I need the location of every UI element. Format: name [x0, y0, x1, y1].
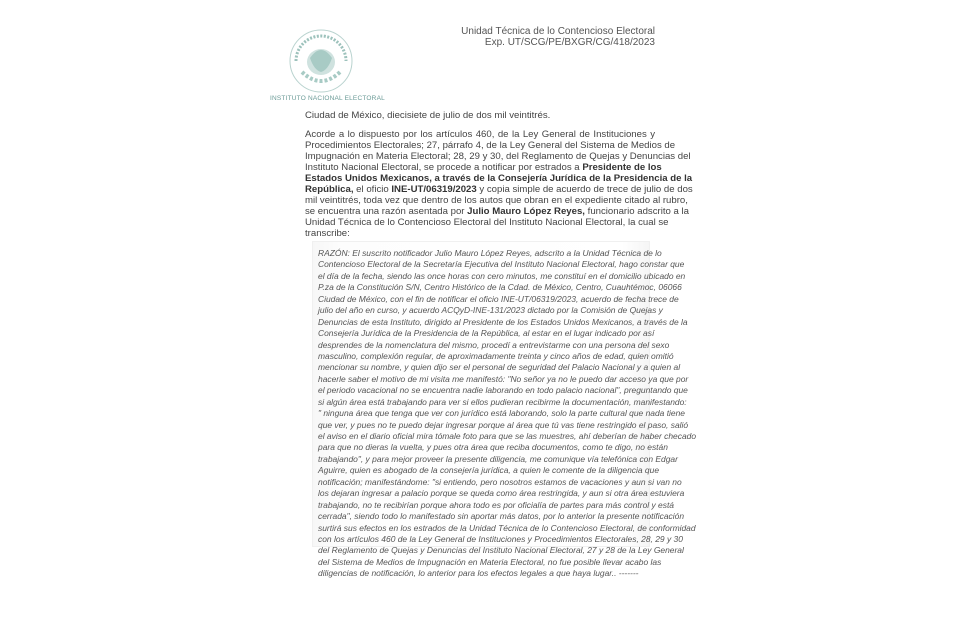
paragraph-line [305, 173, 693, 184]
paragraph-line [305, 151, 691, 162]
quote-line: del Reglamento de Quejas y Denuncias del Instituto Nacional Electoral, 27 y 28 de la Ley General [318, 545, 684, 556]
quote-line: diligencias de notificación, lo anterior para los efectos legales a que haya lugar.. ------- [318, 568, 639, 579]
quote-line: mencionar su nombre, y quien dijo ser el personal de seguridad del Palacio Nacional y a quien al [318, 362, 681, 373]
quote-line: " ninguna área que tenga que ver con jurídico está laborando, solo la parte cultural que nada tiene [318, 408, 686, 419]
case-number: Exp. UT/SCG/PE/BXGR/CG/418/2023 [484, 37, 655, 48]
quote-line: el aviso en el diario oficial mira tómale foto para que se las muestres, ahí deberían de haber checado [318, 431, 697, 441]
quote-line: los dejaran ingresar a palacio porque se queda como área restringida, y aun si otra área estuviera [318, 488, 685, 499]
quote-line: Contencioso Electoral de la Secretaría Ejecutiva del Instituto Nacional Electoral, hago constar que [318, 259, 685, 270]
quote-line: Denuncias de esta Instituto, dirigido al Presidente de los Estados Unidos Mexicanos, a través de la [318, 316, 688, 327]
date-line: Ciudad de México, diecisiete de julio de dos mil veintitrés. [305, 110, 551, 121]
quote-line: con los artículos 460 de la Ley General de Instituciones y Procedimientos Electorales, 28, 29 y 30 [318, 533, 683, 544]
bold-text: Estados Unidos Mexicanos, a través de la Consejería Jurídica de la Presidencia de la [305, 173, 693, 184]
quote-line: Consejería Jurídica de la Presidencia de la República, al estar en el lugar indicado por así [318, 328, 655, 339]
bold-text: República, [305, 184, 354, 195]
paragraph-line [305, 195, 688, 206]
bold-text: Presidente de los [582, 162, 662, 173]
quote-line: cerrada", siendo todo lo manifestado sin aportar más datos, por lo anterior la presente notificación [318, 511, 685, 522]
quote-line: del Sistema de Medios de Impugnación en Materia Electoral, no fue posible llevar acabo las [318, 556, 662, 567]
text-segment: transcribe: [305, 228, 350, 239]
quote-line: P.za de la Constitución S/N, Centro Histórico de la Cdad. de México, Centro, Cuauhtémoc, 06066 [318, 282, 682, 293]
document-header [461, 26, 655, 48]
text-segment: Acorde a lo dispuesto por los artículos 460, de la Ley General de Instituciones y [305, 129, 655, 140]
paragraph-line [305, 129, 655, 140]
institution-name: INSTITUTO NACIONAL ELECTORAL [270, 95, 385, 102]
quote-line: hacerle saber el motivo de mi visita me manifestó: "No señor ya no le puedo dar acceso ya que por [318, 373, 689, 384]
bold-text: Julio Mauro López Reyes, [467, 206, 585, 217]
quote-line: masculino, complexión regular, de aproximadamente treinta y cinco años de edad, quien omitió [318, 350, 674, 361]
text-segment: y copia simple de acuerdo de trece de julio de dos [476, 184, 693, 195]
text-segment: Procedimientos Electorales; 27, párrafo 4, de la Ley General del Sistema de Medios de [305, 140, 676, 151]
quote-line: Aguirre, quien es abogado de la consejería jurídica, a quien le comente de la diligencia que [318, 465, 660, 476]
national-seal-logo [288, 28, 354, 94]
quote-line: julio del año en curso, y acuerdo ACQyD-INE-131/2023 dictado por la Comisión de Quejas y [318, 305, 663, 316]
paragraph-line [305, 140, 676, 151]
quote-line: el día de la fecha, siendo las once horas con cero minutos, me constituí en el domicilio ubicado en [318, 270, 686, 281]
quote-line: trabajando, no te recibirían porque ahora todo es por oficialía de partes para más control y está [318, 499, 674, 510]
quoted-reason-text [318, 248, 697, 580]
paragraph-line [305, 162, 662, 173]
quote-line: notificación; manifestándome: "si entiendo, pero nosotros estamos de vacaciones y aun si van no [318, 476, 682, 487]
paragraph-line [305, 228, 655, 239]
paragraph-line [305, 206, 689, 217]
quote-line: surtirá sus efectos en los estrados de la Unidad Técnica de lo Contencioso Electoral, de conformidad [318, 522, 696, 533]
text-segment: el oficio [353, 184, 392, 195]
quote-line: si algún área está trabajando para ver si ellos pudieran recibirme la documentación, manifestando: [318, 396, 687, 407]
text-segment: funcionario adscrito a la [584, 206, 689, 217]
bold-text: INE-UT/06319/2023 [391, 184, 477, 195]
quote-line: para que no dieras la vuelta, y pues otra área que reciba documentos, como te digo, no están [318, 442, 668, 453]
quote-line: desprendes de la nomenclatura del mismo, procedí a entrevistarme con una persona del sexo [318, 339, 670, 350]
paragraph-line [305, 184, 693, 195]
quote-line: trabajando", y para mejor proveer la presente diligencia, me comunique vía telefónica con Edgar [318, 453, 678, 464]
text-segment: se encuentra una razón asentada por [305, 206, 468, 217]
text-segment: Impugnación en Materia Electoral; 28, 29 y 30, del Reglamento de Quejas y Denuncias del [305, 151, 691, 162]
text-segment: Instituto Nacional Electoral, se procede a notificar por estrados a [305, 162, 583, 173]
quote-line: RAZÓN: El suscrito notificador Julio Mauro López Reyes, adscrito a la Unidad Técnica de lo [318, 248, 662, 258]
text-segment: Unidad Técnica de lo Contencioso Electoral del Instituto Nacional Electoral, la cual se [305, 217, 669, 228]
paragraph-line [305, 217, 669, 228]
unit-name: Unidad Técnica de lo Contencioso Electoral [461, 26, 655, 37]
quote-line: Ciudad de México, con el fin de notificar el oficio INE-UT/06319/2023, acuerdo de fecha trece de [318, 293, 679, 304]
notification-paragraph [305, 129, 693, 239]
text-segment: mil veintitrés, toda vez que dentro de los autos que obran en el expediente citado al rubro, [305, 195, 688, 206]
quote-line: el periodo vacacional no se encuentra nadie laborando en todo palacio nacional", preguntando que [318, 385, 688, 396]
quote-line: que ver, y pues no te puedo dejar ingresar porque al área que tú vas tiene restringido el paso, salió [318, 419, 689, 430]
